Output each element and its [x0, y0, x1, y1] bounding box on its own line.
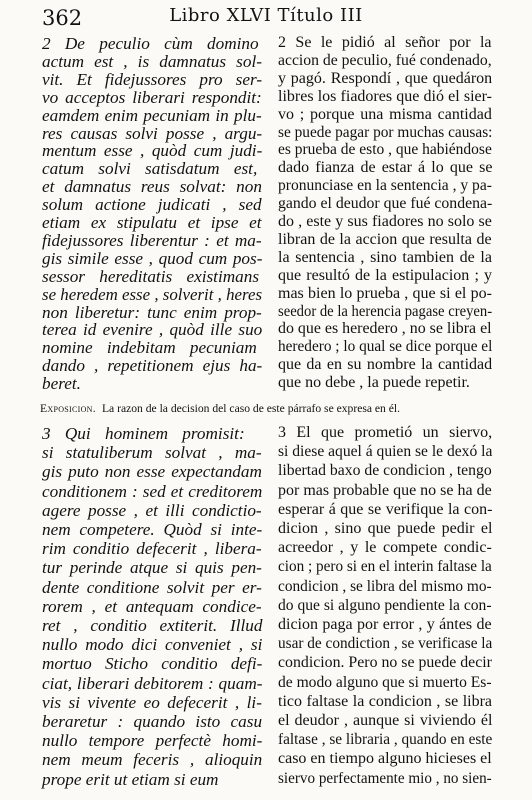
spanish-line: caso en tiempo alguno hicieses el [278, 750, 492, 768]
spanish-line: es prueba de esto , que habiéndose [278, 141, 492, 159]
spanish-line: dicion paga por error , y ántes de [278, 616, 492, 633]
latin-line: non liberetur: tunc enim prop- [42, 302, 262, 322]
running-title: Libro XLVI Título III [169, 5, 363, 26]
latin-line: rorem , et antequam condice- [42, 596, 262, 616]
section-3-spanish-column [278, 424, 492, 796]
latin-line: nem competere. Quòd si inte- [42, 520, 263, 539]
latin-line: gis puto non esse expectandam [42, 462, 262, 482]
latin-line: eamdem enim pecuniam in plu- [42, 105, 262, 125]
latin-line: dando , repetitionem ejus ha- [42, 356, 263, 376]
spanish-line: condicion. Pero no se puede decir [278, 654, 492, 672]
spanish-line: vo ; porque una misma cantidad [278, 105, 492, 123]
exposition-label: Exposicion. [40, 402, 96, 415]
spanish-line: mas bien lo prueba , que si el po- [278, 284, 492, 302]
latin-line: vo acceptos liberari respondit: [42, 87, 262, 107]
spanish-line: dicion , sino que puede pedir el [278, 520, 493, 537]
latin-line: 3 Qui hominem promisit: [42, 424, 245, 443]
latin-line: prope erit ut etiam si eum [42, 769, 219, 789]
spanish-line: que resultó de la estipulacion ; y [278, 266, 493, 284]
spanish-line: cion ; pero si en el interin faltase la [278, 558, 492, 576]
spanish-line: libertad baxo de condicion , tengo [278, 462, 492, 480]
spanish-line: accion de peculio, fué condenado, [278, 51, 492, 69]
latin-line: vit. Et fidejussores pro ser- [42, 69, 263, 89]
spanish-line: usar de condiction , se verificase la [278, 635, 493, 653]
latin-line: vis si vivente eo defecerit , li- [42, 692, 262, 712]
latin-line: nullo modo dici conveniet , si [42, 635, 263, 655]
spanish-line: la sentencia , sino tambien de la [278, 248, 492, 266]
latin-line: tur perinde atque si quis pen- [42, 558, 262, 578]
spanish-line: condicion , se libra del mismo mo- [278, 577, 492, 595]
spanish-line: acreedor , y le compete condic- [278, 539, 492, 557]
section-2-latin-column [42, 34, 262, 394]
latin-line: gis simile esse , quod cum pos- [42, 248, 263, 268]
spanish-line: si diese aquel á quien se le dexó la [278, 443, 493, 461]
spanish-line: siervo perfectamente mio , no sien- [278, 769, 492, 787]
spanish-line: faltase , se libraria , quando en este [278, 731, 493, 749]
spanish-line: gando el deudor que fué condena- [278, 195, 493, 213]
latin-line: beraretur : quando isto casu [42, 712, 263, 731]
exposition-text: La razon de la decision del caso de este párrafo se expresa en él. [101, 402, 401, 415]
latin-line: sessor hereditatis existimans [42, 266, 260, 286]
spanish-line: pronunciase en la sentencia , y pa- [278, 177, 492, 195]
spanish-line: do que es heredero , no se libra el [278, 320, 492, 338]
latin-line: conditionem : sed et creditorem [42, 481, 263, 501]
latin-line: nem meum feceris , alioquin [42, 750, 263, 770]
latin-line: etiam ex stipulatu et ipse et [42, 213, 262, 232]
spanish-line: libres los fiadores que dió el sier- [278, 87, 492, 105]
latin-line: mortuo Sticho conditio defi- [42, 654, 263, 674]
latin-line: agere posse , et illi condictio- [42, 500, 262, 520]
spanish-line: se puede pagar por muchas causas: [278, 123, 493, 141]
latin-line: rim conditio defecerit , libera- [42, 539, 262, 559]
latin-line: solum actione judicati , sed [42, 195, 262, 215]
latin-line: ciat, liberari debitorem : quam- [42, 673, 263, 693]
spanish-line: seedor de la herencia pagase creyen- [278, 302, 493, 320]
section-3-latin-column [42, 424, 262, 796]
spanish-line: 2 Se le pidió al señor por la [278, 34, 492, 51]
latin-line: terea id evenire , quòd ille suo [42, 320, 263, 340]
section-2-spanish-column [278, 34, 492, 394]
spanish-line: tico faltase la condicion , se libra [278, 692, 493, 710]
latin-line: si statuliberum solvat , ma- [42, 443, 262, 463]
spanish-line: do , este y sus fiadores no solo se [278, 213, 492, 230]
latin-line: nullo tempore perfectè homi- [42, 731, 263, 751]
spanish-line: dado fianza de estar á lo que se [278, 159, 493, 177]
exposition-note [40, 402, 510, 415]
latin-line: fidejussores liberentur : et ma- [42, 230, 262, 250]
spanish-line: por mas probable que no se ha de [278, 481, 492, 499]
spanish-line: de modo alguno que si muerto Es- [278, 673, 492, 691]
spanish-line: 3 El que prometió un siervo, [278, 424, 493, 441]
latin-line: nomine indebitam pecuniam [42, 338, 257, 358]
spanish-line: libran de la accion que resulta de [278, 230, 492, 248]
latin-line: beret. [42, 374, 81, 394]
latin-line: se heredem esse , solverit , heres [42, 284, 263, 304]
spanish-line: esperar á que se verifique la con- [278, 500, 493, 518]
latin-line: 2 De peculio cùm domino [42, 34, 259, 53]
spanish-line: el deudor , aunque si viviendo él [278, 712, 493, 729]
spanish-line: que no debe , la puede repetir. [278, 374, 470, 392]
spanish-line: que da en su nombre la cantidad [278, 356, 493, 374]
latin-line: et damnatus reus solvat: non [42, 177, 262, 197]
latin-line: mentum esse , quòd cum judi- [42, 141, 263, 161]
latin-line: dente conditione solvit per er- [42, 577, 262, 597]
latin-line: res causas solvi posse , argu- [42, 123, 263, 143]
page-number: 362 [42, 6, 83, 30]
latin-line: ret , conditio extiterit. Illud [42, 616, 263, 635]
latin-line: actum est , is damnatus sol- [42, 51, 262, 71]
spanish-line: heredero ; lo qual se dice porque el [278, 338, 493, 356]
spanish-line: y pagó. Respondí , que quedáron [278, 69, 493, 87]
spanish-line: do que si alguno pendiente la con- [278, 596, 492, 614]
latin-line: catum solvi satisdatum est, [42, 159, 258, 179]
